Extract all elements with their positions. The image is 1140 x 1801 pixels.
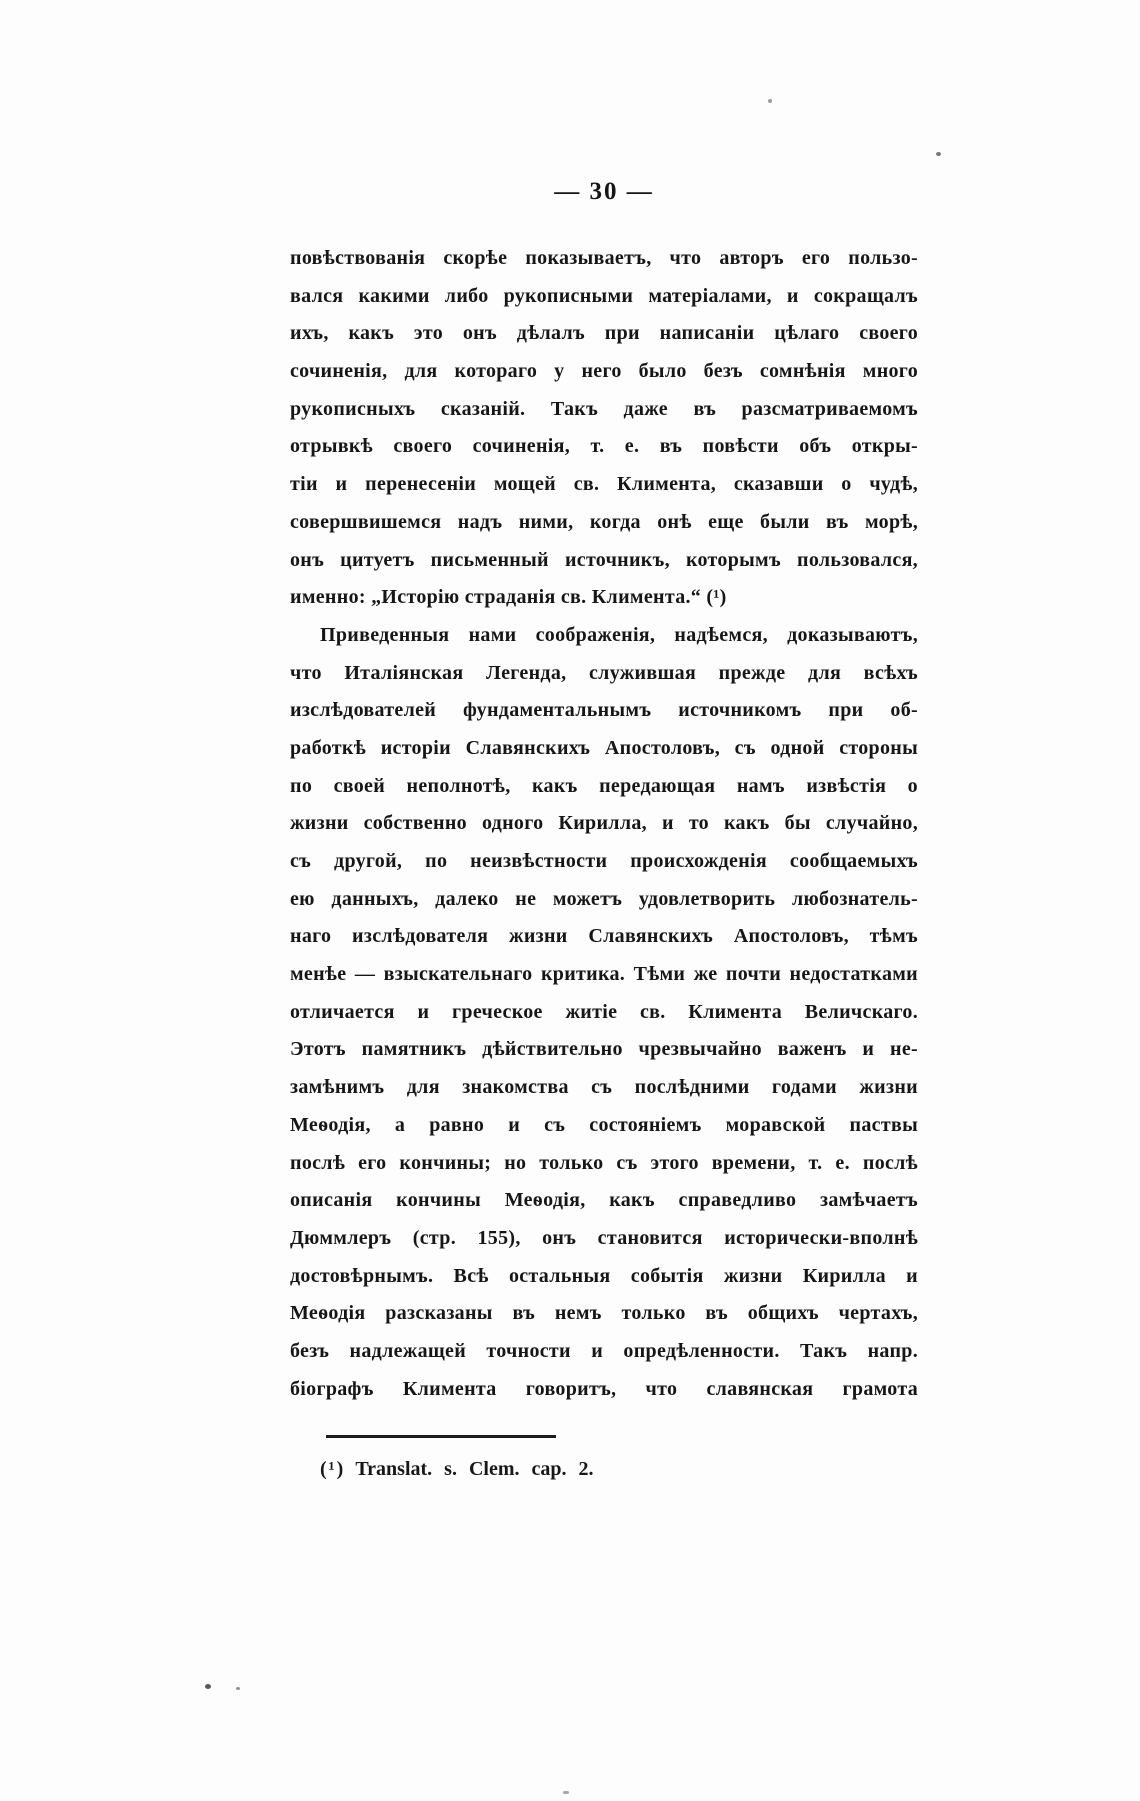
body-text — [290, 240, 918, 1408]
text-line: отличается и греческое житіе св. Климента Величскаго. — [290, 1000, 918, 1023]
text-line: безъ надлежащей точности и опредѣленности. Такъ напр. — [290, 1339, 918, 1362]
text-line: именно: „Исторію страданія св. Климента.“ (¹) — [290, 586, 727, 609]
text-line: изслѣдователей фундаментальнымъ источникомъ при об- — [290, 699, 918, 722]
text-line: Этотъ памятникъ дѣйствительно чрезвычайно важенъ и не- — [290, 1038, 918, 1061]
text-line: отрывкѣ своего сочиненія, т. е. въ повѣсти объ откры- — [290, 435, 918, 458]
scan-speck — [768, 99, 772, 103]
text-line: наго изслѣдователя жизни Славянскихъ Апостоловъ, тѣмъ — [290, 925, 918, 948]
footnote-text: Translat. s. Clem. cap. 2. — [355, 1458, 594, 1480]
scan-speck — [236, 1687, 240, 1690]
footnote-marker: (¹) — [320, 1458, 346, 1480]
text-line: достовѣрнымъ. Всѣ остальныя событія жизни Кирилла и — [290, 1264, 918, 1287]
scan-speck — [563, 1791, 569, 1794]
text-line: жизни собственно одного Кирилла, и то какъ бы случайно, — [290, 812, 918, 835]
footnote-separator — [326, 1435, 556, 1438]
text-line: онъ цитуетъ письменный источникъ, которымъ пользовался, — [290, 548, 918, 571]
text-line: работкѣ исторіи Славянскихъ Апостоловъ, съ одной стороны — [290, 736, 918, 759]
text-line: повѣствованія скорѣе показываетъ, что авторъ его пользо- — [290, 247, 918, 269]
text-line: ихъ, какъ это онъ дѣлалъ при написаніи цѣлаго своего — [290, 322, 918, 345]
text-line: вался какими либо рукописными матеріалами, и сокращалъ — [290, 284, 918, 307]
text-line: Меѳодія, а равно и съ состояніемъ моравской паствы — [290, 1113, 918, 1136]
text-line: Меѳодія разсказаны въ немъ только въ общихъ чертахъ, — [290, 1302, 918, 1325]
text-line: менѣе — взыскательнаго критика. Тѣми же почти недостатками — [290, 963, 918, 986]
text-line: сочиненія, для котораго у него было безъ сомнѣнія много — [290, 360, 918, 383]
text-line: совершвишемся надъ ними, когда онѣ еще были въ морѣ, — [290, 510, 918, 533]
text-line: біографъ Климента говоритъ, что славянская грамота — [290, 1377, 918, 1400]
scan-speck — [936, 152, 941, 156]
text-line: тіи и перенесеніи мощей св. Климента, сказавши о чудѣ, — [290, 473, 918, 496]
text-line: съ другой, по неизвѣстности происхожденія сообщаемыхъ — [290, 850, 918, 872]
text-line: что Италіянская Легенда, служившая прежде для всѣхъ — [290, 661, 918, 684]
text-line: описанія кончины Меѳодія, какъ справедливо замѣчаетъ — [290, 1189, 918, 1212]
text-line: Дюммлеръ (стр. 155), онъ становится исторически-вполнѣ — [290, 1226, 918, 1249]
text-line: Приведенныя нами соображенія, надѣемся, доказываютъ, — [320, 623, 918, 646]
text-line: по своей неполнотѣ, какъ передающая намъ извѣстія о — [290, 774, 918, 797]
text-line: рукописныхъ сказаній. Такъ даже въ разсматриваемомъ — [290, 397, 918, 420]
page-number: — 30 — — [554, 178, 654, 205]
scan-speck — [205, 1684, 211, 1689]
text-line: ею данныхъ, далеко не можетъ удовлетворить любознатель- — [290, 887, 918, 910]
footnote — [290, 1452, 918, 1486]
text-line: замѣнимъ для знакомства съ послѣдними годами жизни — [290, 1076, 918, 1099]
text-line: послѣ его кончины; но только съ этого времени, т. е. послѣ — [290, 1151, 918, 1174]
